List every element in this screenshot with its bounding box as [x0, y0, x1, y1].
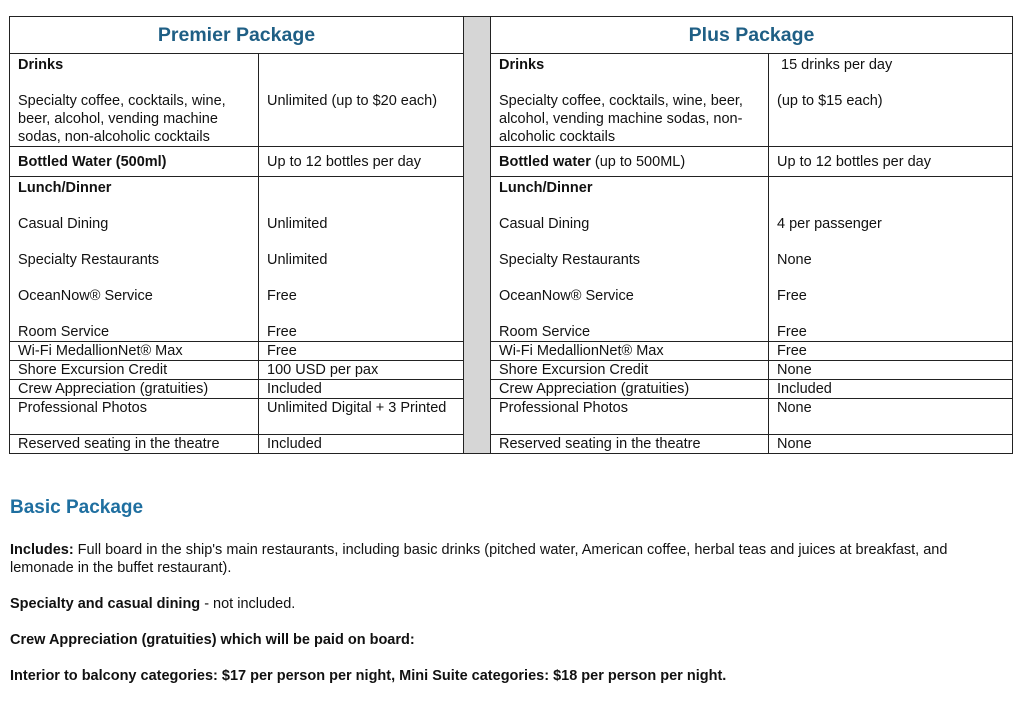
premier-theatre-value: Included	[259, 435, 464, 454]
premier-drinks-desc: Specialty coffee, cocktails, wine, beer, alcohol, vending machine sodas, non-alcoholic cocktails	[18, 93, 226, 145]
plus-room-label: Room Service	[499, 324, 591, 340]
plus-water-label-detail: (up to 500ML)	[590, 153, 686, 170]
premier-casual-value: Unlimited	[267, 216, 328, 232]
plus-photos-value: None	[769, 399, 1013, 435]
premier-water-value: Up to 12 bottles per day	[259, 147, 464, 177]
premier-room-label: Room Service	[18, 324, 110, 340]
shore-row	[10, 361, 1013, 380]
plus-crew-value: Included	[769, 380, 1013, 399]
water-row	[10, 147, 1013, 177]
plus-dining-label: Lunch/Dinner	[499, 180, 593, 196]
plus-drinks-value-2: (up to $15 each)	[777, 93, 883, 109]
plus-theatre-value: None	[769, 435, 1013, 454]
premier-specialty-label: Specialty Restaurants	[18, 252, 160, 268]
premier-crew-label: Crew Appreciation (gratuities)	[10, 380, 259, 399]
plus-shore-label: Shore Excursion Credit	[491, 361, 769, 380]
basic-includes-paragraph	[10, 541, 1010, 577]
premier-drinks-cell	[10, 54, 259, 147]
plus-shore-value: None	[769, 361, 1013, 380]
plus-crew-label: Crew Appreciation (gratuities)	[491, 380, 769, 399]
premier-theatre-label: Reserved seating in the theatre	[10, 435, 259, 454]
premier-room-value: Free	[267, 324, 297, 340]
plus-oceannow-value: Free	[777, 288, 807, 304]
premier-specialty-value: Unlimited	[267, 252, 328, 268]
premier-shore-label: Shore Excursion Credit	[10, 361, 259, 380]
plus-dining-cell	[491, 177, 769, 342]
premier-oceannow-value: Free	[267, 288, 297, 304]
plus-theatre-label: Reserved seating in the theatre	[491, 435, 769, 454]
plus-title: Plus Package	[491, 17, 1013, 54]
plus-room-value: Free	[777, 324, 807, 340]
dining-row	[10, 177, 1013, 342]
basic-dining-paragraph	[10, 595, 1010, 613]
premier-oceannow-label: OceanNow® Service	[18, 288, 153, 304]
premier-wifi-label: Wi-Fi MedallionNet® Max	[10, 342, 259, 361]
plus-casual-label: Casual Dining	[499, 216, 590, 232]
package-comparison-table	[9, 16, 1013, 454]
plus-drinks-desc: Specialty coffee, cocktails, wine, beer, alcohol, vending machine sodas, non-alcoholic cocktails	[499, 93, 743, 145]
plus-drinks-value-1: 15 drinks per day	[781, 57, 893, 73]
premier-photos-label: Professional Photos	[10, 399, 259, 435]
premier-water-label: Bottled Water (500ml)	[10, 147, 259, 177]
plus-casual-value: 4 per passenger	[777, 216, 882, 232]
plus-specialty-label: Specialty Restaurants	[499, 252, 641, 268]
includes-text: Full board in the ship's main restaurants, including basic drinks (pitched water, American coffee, herbal teas and juices at breakfast, and lemonade in the buffet restaurant).	[10, 542, 948, 576]
plus-specialty-value: None	[777, 252, 812, 268]
plus-wifi-value: Free	[769, 342, 1013, 361]
plus-photos-label: Professional Photos	[491, 399, 769, 435]
plus-wifi-label: Wi-Fi MedallionNet® Max	[491, 342, 769, 361]
column-divider	[464, 17, 491, 454]
wifi-row	[10, 342, 1013, 361]
plus-water-value: Up to 12 bottles per day	[769, 147, 1013, 177]
dining-label: Specialty and casual dining	[10, 596, 201, 612]
premier-photos-value: Unlimited Digital + 3 Printed	[259, 399, 464, 435]
basic-package-title: Basic Package	[10, 497, 144, 518]
includes-label: Includes:	[10, 542, 74, 558]
plus-oceannow-label: OceanNow® Service	[499, 288, 634, 304]
header-row	[10, 17, 1013, 54]
premier-drinks-label: Drinks	[18, 57, 64, 73]
dining-text: - not included.	[200, 596, 296, 612]
premier-drinks-value: Unlimited (up to $20 each)	[267, 93, 438, 109]
plus-water-label: Bottled water	[499, 153, 591, 170]
theatre-row	[10, 435, 1013, 454]
drinks-row	[10, 54, 1013, 147]
plus-drinks-cell	[491, 54, 769, 147]
crew-appreciation-heading: Crew Appreciation (gratuities) which will be paid on board:	[10, 632, 415, 648]
gratuity-rates: Interior to balcony categories: $17 per person per night, Mini Suite categories: $18 per person per night.	[10, 668, 727, 684]
premier-title: Premier Package	[10, 17, 464, 54]
premier-shore-value: 100 USD per pax	[259, 361, 464, 380]
premier-wifi-value: Free	[259, 342, 464, 361]
premier-dining-label: Lunch/Dinner	[18, 180, 112, 196]
crew-row	[10, 380, 1013, 399]
premier-dining-cell	[10, 177, 259, 342]
plus-drinks-label: Drinks	[499, 57, 545, 73]
premier-crew-value: Included	[259, 380, 464, 399]
photos-row	[10, 399, 1013, 435]
premier-casual-label: Casual Dining	[18, 216, 109, 232]
